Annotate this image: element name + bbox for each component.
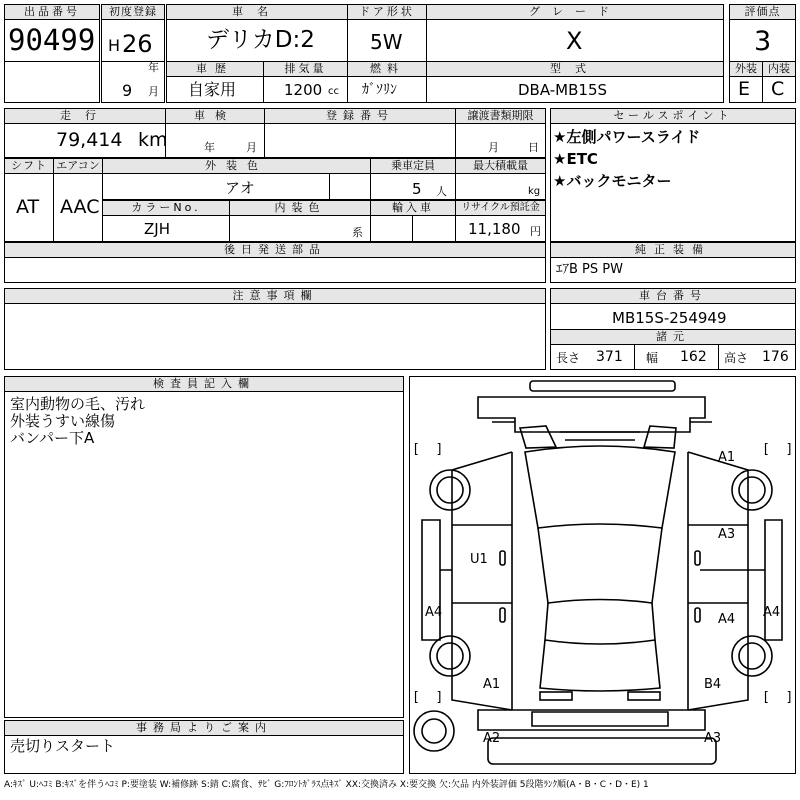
int-rank: C bbox=[771, 78, 785, 100]
mileage-unit: km bbox=[138, 129, 168, 151]
inspection-header: 車検 bbox=[165, 108, 265, 124]
ac-header: エアコン bbox=[53, 158, 103, 174]
transfer-header: 譲渡書類期限 bbox=[455, 108, 546, 124]
door-type: 5W bbox=[370, 30, 403, 54]
int-color-header: 内装色 bbox=[229, 200, 371, 216]
chassis-number: MB15S-254949 bbox=[612, 309, 727, 327]
lot-number-lower bbox=[4, 61, 100, 103]
damage-mark-front-right: A1 bbox=[718, 450, 736, 465]
int-header: 内装 bbox=[762, 61, 796, 77]
later-parts-header: 後日発送部品 bbox=[4, 242, 546, 258]
inspector-line-3: バンパー下A bbox=[10, 429, 95, 447]
mirror-left-bracket: [ ] bbox=[412, 442, 444, 457]
ext-rank: E bbox=[738, 78, 751, 100]
color-no-header: カラーNo. bbox=[102, 200, 230, 216]
damage-mark-right-front-door: A3 bbox=[718, 527, 736, 542]
length: 371 bbox=[596, 349, 623, 365]
insp-year-unit: 年 bbox=[204, 141, 215, 154]
capacity-unit: 人 bbox=[436, 185, 447, 198]
reg-month: 9 bbox=[122, 81, 133, 100]
model: DBA-MB15S bbox=[518, 81, 608, 99]
equipment-header: 純正装備 bbox=[550, 242, 796, 258]
inspector-line-2: 外装うすい線傷 bbox=[10, 412, 116, 430]
shift: AT bbox=[16, 196, 40, 218]
length-label: 長さ bbox=[556, 351, 581, 365]
color-header: 外装色 bbox=[102, 158, 371, 174]
insp-month-unit: 月 bbox=[246, 141, 257, 154]
transfer-day-unit: 日 bbox=[528, 141, 539, 154]
recycle-header: リサイクル預託金 bbox=[455, 200, 546, 216]
capacity-header: 乗車定員 bbox=[370, 158, 456, 174]
damage-mark-right-rear: B4 bbox=[704, 677, 722, 692]
notes-header: 注意事項欄 bbox=[4, 288, 546, 304]
color-no: ZJH bbox=[144, 220, 170, 238]
month-unit: 月 bbox=[148, 85, 159, 98]
reg-year: 26 bbox=[122, 30, 153, 58]
aircon: AAC bbox=[60, 196, 100, 218]
damage-mark-right-panel: A4 bbox=[763, 605, 781, 620]
fuel: ｶﾞｿﾘﾝ bbox=[362, 82, 397, 98]
history: 自家用 bbox=[188, 80, 237, 99]
car-diagram bbox=[409, 376, 796, 774]
damage-mark-right-rear-door: A4 bbox=[718, 612, 736, 627]
damage-mark-rear-bumper-left: A2 bbox=[483, 731, 501, 746]
damage-mark-left-panel: A4 bbox=[425, 605, 443, 620]
damage-mark-left-rear: A1 bbox=[483, 677, 501, 692]
damage-mark-rear-bumper-right: A3 bbox=[704, 731, 722, 746]
damage-legend: A:ｷｽﾞ U:ﾍｺﾐ B:ｷｽﾞを伴うﾍｺﾐ P:要塗装 W:補修跡 S:錆 C:腐食、ｻﾋﾞ G:ﾌﾛﾝﾄｶﾞﾗｽ点ｷｽﾞ XX:交換済み X:要交換 欠:欠品 内外装評価 5段階ﾗﾝｸ順(A・B・C・D・E) 1 bbox=[4, 780, 649, 790]
displacement-header: 排気量 bbox=[263, 61, 348, 77]
lot-number: 90499 bbox=[8, 23, 96, 57]
displacement-unit: cc bbox=[328, 86, 339, 97]
exterior-color: アオ bbox=[225, 179, 255, 197]
chassis-header: 車台番号 bbox=[550, 288, 796, 304]
car-name: デリカD:2 bbox=[206, 27, 315, 53]
grade-header: グレード bbox=[426, 4, 724, 20]
capacity: 5 bbox=[412, 180, 422, 198]
spec-header: 諸元 bbox=[550, 329, 796, 345]
rear-left-bracket: [ ] bbox=[412, 690, 444, 705]
mirror-right-bracket: [ ] bbox=[762, 442, 794, 457]
office-header: 事務局よりご案内 bbox=[4, 720, 404, 736]
selling-point-2: ★ETC bbox=[553, 150, 598, 168]
load-unit: kg bbox=[528, 186, 541, 197]
car-name-header: 車名 bbox=[166, 4, 348, 20]
transfer-month-unit: 月 bbox=[488, 141, 499, 154]
recycle-fee: 11,180 bbox=[468, 220, 521, 238]
equipment-value: ｴｱB PS PW bbox=[556, 262, 623, 277]
door-header: ドア形状 bbox=[347, 4, 427, 20]
selling-points-header: セールスポイント bbox=[550, 108, 796, 124]
lot-number-header: 出品番号 bbox=[4, 4, 100, 20]
fuel-header: 燃料 bbox=[347, 61, 427, 77]
mileage-header: 走行 bbox=[4, 108, 166, 124]
score: 3 bbox=[754, 26, 772, 57]
inspector-header: 検査員記入欄 bbox=[4, 376, 404, 392]
model-header: 型式 bbox=[426, 61, 724, 77]
rear-right-bracket: [ ] bbox=[762, 690, 794, 705]
score-header: 評価点 bbox=[729, 4, 796, 20]
width: 162 bbox=[680, 349, 707, 365]
reg-no-header: 登録番号 bbox=[264, 108, 456, 124]
displacement: 1200 bbox=[284, 81, 323, 99]
inspector-line-1: 室内動物の毛、汚れ bbox=[10, 395, 146, 413]
grade: X bbox=[566, 27, 583, 55]
load-header: 最大積載量 bbox=[455, 158, 546, 174]
selling-point-3: ★バックモニター bbox=[553, 172, 672, 190]
shift-header: シフト bbox=[4, 158, 54, 174]
selling-point-1: ★左側パワースライド bbox=[553, 128, 701, 146]
mileage: 79,414 bbox=[56, 129, 123, 151]
history-header: 車歴 bbox=[166, 61, 264, 77]
width-label: 幅 bbox=[646, 351, 659, 365]
first-reg-header: 初度登録 bbox=[101, 4, 165, 20]
recycle-unit: 円 bbox=[530, 225, 541, 238]
office-text: 売切りスタート bbox=[10, 737, 116, 755]
ext-header: 外装 bbox=[729, 61, 763, 77]
height: 176 bbox=[762, 349, 789, 365]
int-color-unit: 系 bbox=[352, 226, 363, 239]
year-unit: 年 bbox=[148, 61, 159, 74]
height-label: 高さ bbox=[724, 351, 749, 365]
import-header: 輸入車 bbox=[370, 200, 456, 216]
era: H bbox=[108, 36, 121, 55]
damage-mark-left-front-door: U1 bbox=[470, 552, 488, 567]
